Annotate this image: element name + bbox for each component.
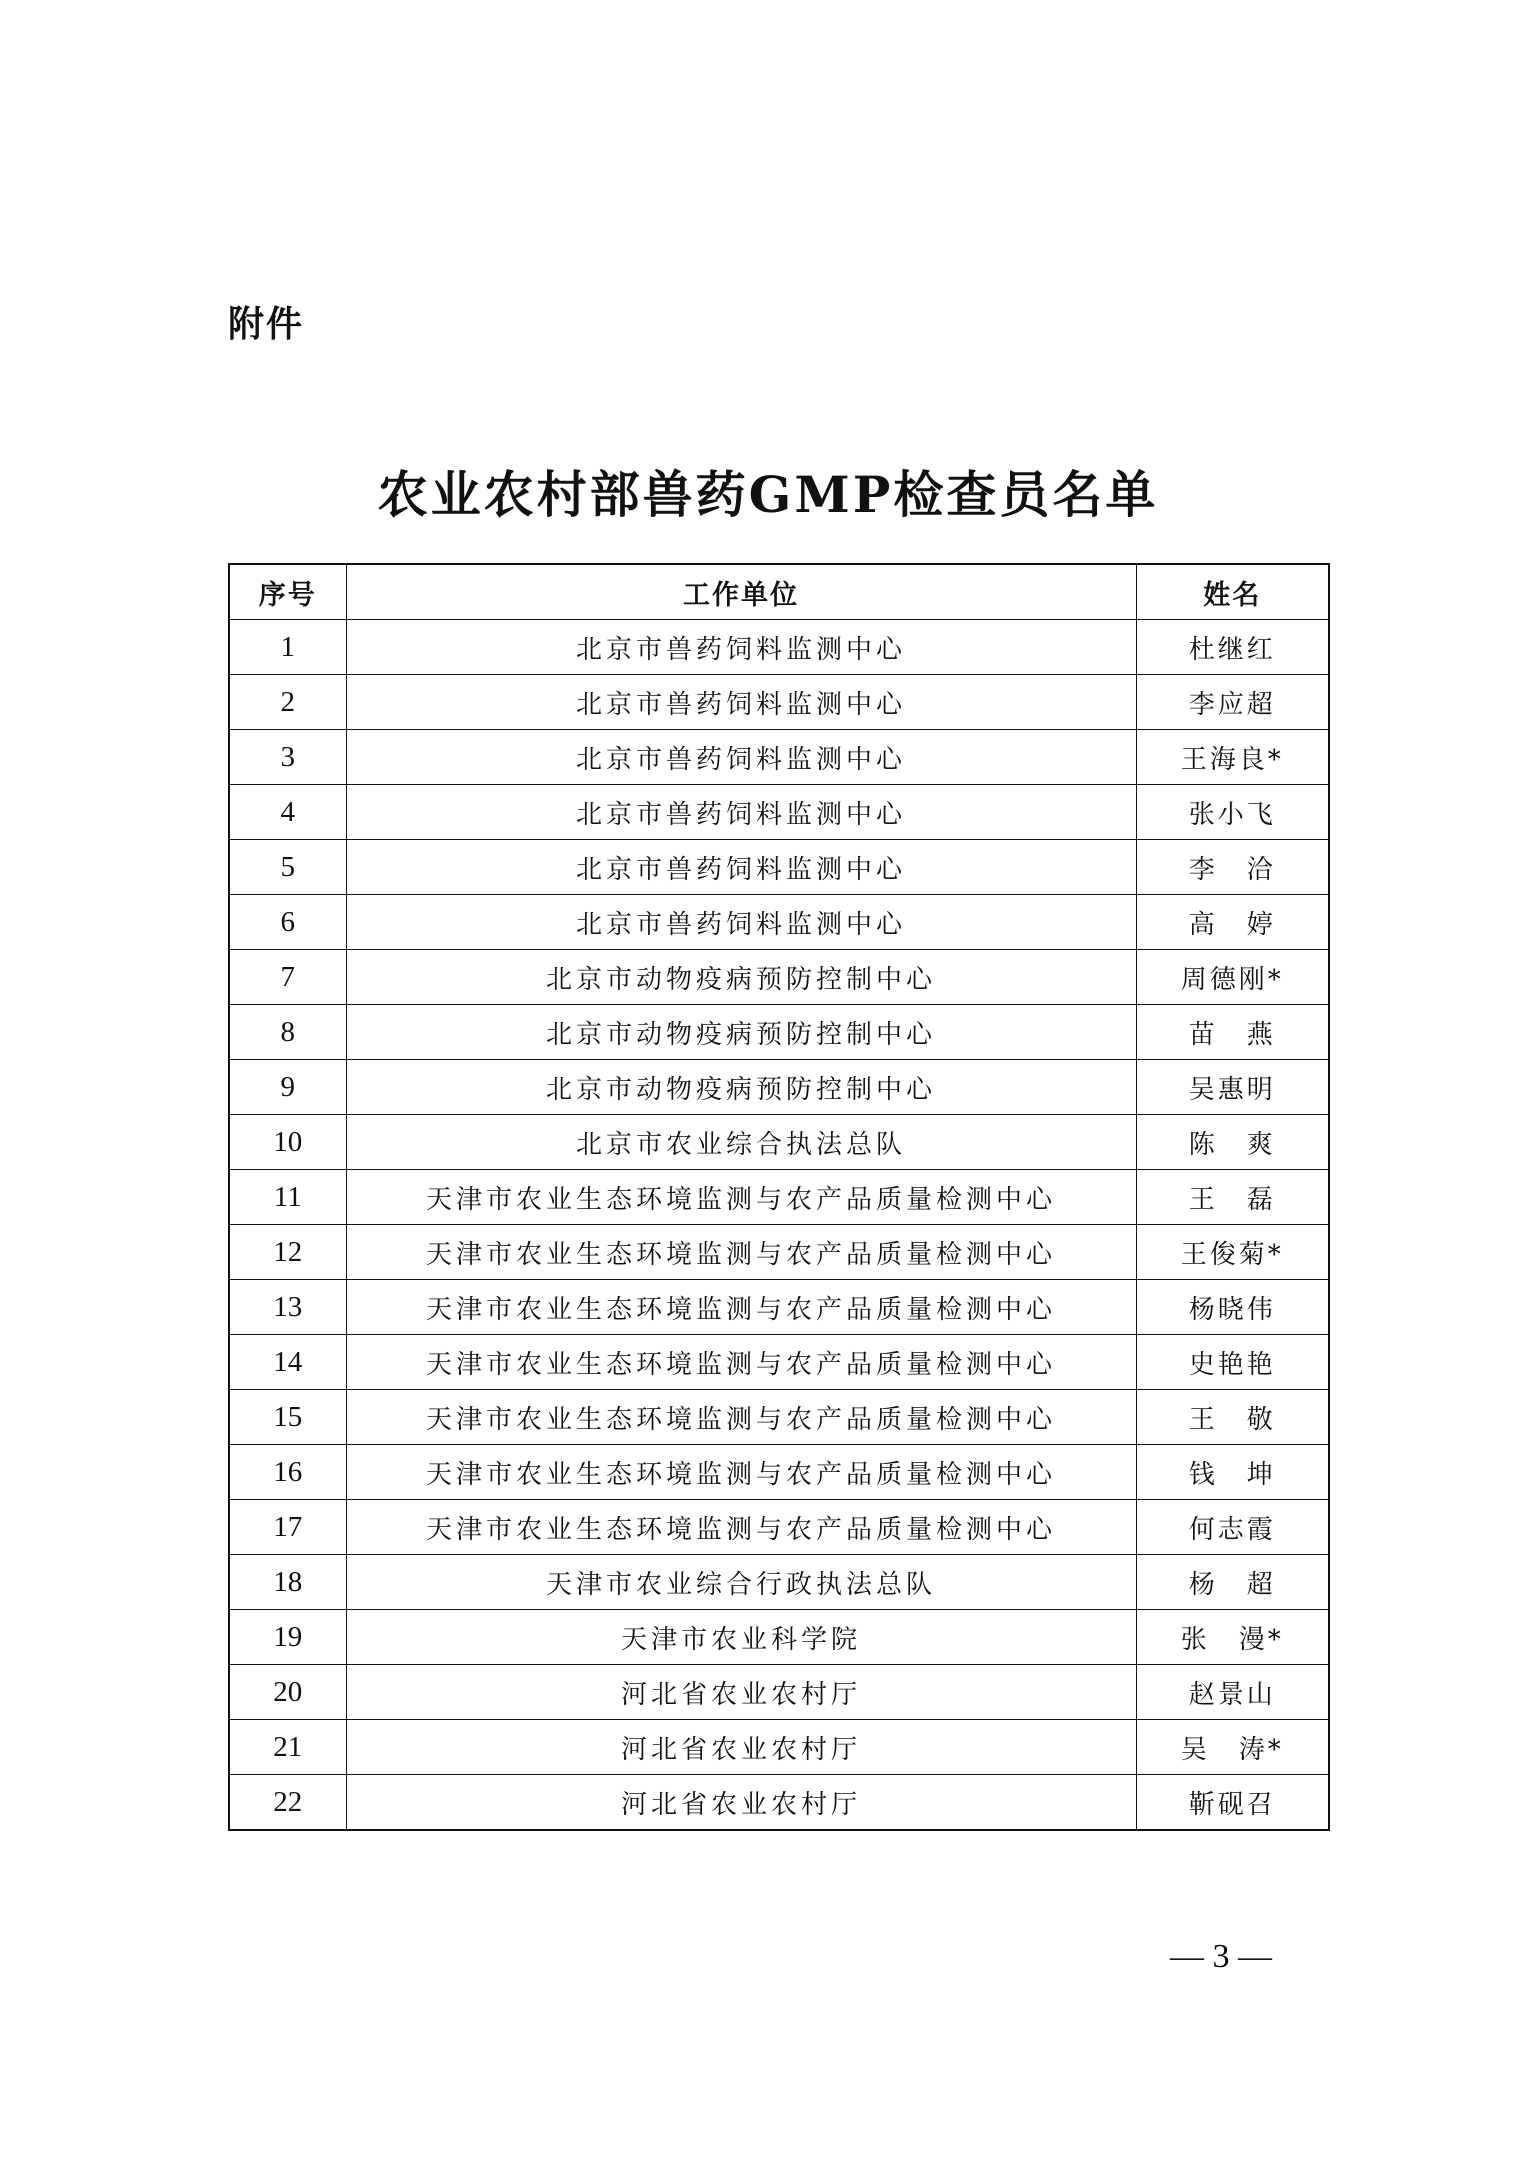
row-inspector-name: 张小飞 xyxy=(1136,785,1329,840)
row-inspector-name: 杨晓伟 xyxy=(1136,1280,1329,1335)
row-serial-number: 6 xyxy=(229,895,346,950)
row-inspector-name: 史艳艳 xyxy=(1136,1335,1329,1390)
row-serial-number: 3 xyxy=(229,730,346,785)
table-body xyxy=(229,620,1329,1831)
row-serial-number: 21 xyxy=(229,1720,346,1775)
attachment-label: 附件 xyxy=(228,304,305,345)
table-row xyxy=(229,1610,1329,1665)
row-work-unit: 天津市农业生态环境监测与农产品质量检测中心 xyxy=(346,1170,1136,1225)
row-inspector-name: 王俊菊* xyxy=(1136,1225,1329,1280)
document-title: 农业农村部兽药GMP检查员名单 xyxy=(377,465,1159,524)
row-inspector-name: 李 洽 xyxy=(1136,840,1329,895)
row-inspector-name: 周德刚* xyxy=(1136,950,1329,1005)
row-work-unit: 河北省农业农村厅 xyxy=(346,1775,1136,1831)
row-inspector-name: 高 婷 xyxy=(1136,895,1329,950)
row-inspector-name: 陈 爽 xyxy=(1136,1115,1329,1170)
table-row xyxy=(229,1665,1329,1720)
row-serial-number: 11 xyxy=(229,1170,346,1225)
row-serial-number: 4 xyxy=(229,785,346,840)
table-row xyxy=(229,1005,1329,1060)
table-row xyxy=(229,730,1329,785)
row-inspector-name: 靳砚召 xyxy=(1136,1775,1329,1831)
table-row xyxy=(229,1115,1329,1170)
table-row xyxy=(229,1775,1329,1831)
row-inspector-name: 杨 超 xyxy=(1136,1555,1329,1610)
row-work-unit: 河北省农业农村厅 xyxy=(346,1665,1136,1720)
table-row xyxy=(229,1060,1329,1115)
row-serial-number: 2 xyxy=(229,675,346,730)
table-row xyxy=(229,895,1329,950)
row-serial-number: 7 xyxy=(229,950,346,1005)
row-inspector-name: 何志霞 xyxy=(1136,1500,1329,1555)
row-serial-number: 1 xyxy=(229,620,346,675)
table-row xyxy=(229,1390,1329,1445)
table-row xyxy=(229,950,1329,1005)
row-inspector-name: 吴 涛* xyxy=(1136,1720,1329,1775)
row-work-unit: 天津市农业生态环境监测与农产品质量检测中心 xyxy=(346,1500,1136,1555)
row-serial-number: 12 xyxy=(229,1225,346,1280)
row-work-unit: 天津市农业生态环境监测与农产品质量检测中心 xyxy=(346,1225,1136,1280)
table-row xyxy=(229,1445,1329,1500)
table-row xyxy=(229,1555,1329,1610)
row-serial-number: 9 xyxy=(229,1060,346,1115)
row-work-unit: 天津市农业生态环境监测与农产品质量检测中心 xyxy=(346,1390,1136,1445)
row-work-unit: 北京市兽药饲料监测中心 xyxy=(346,785,1136,840)
inspector-roster-table xyxy=(228,563,1330,1831)
row-serial-number: 5 xyxy=(229,840,346,895)
table-row xyxy=(229,1335,1329,1390)
row-inspector-name: 苗 燕 xyxy=(1136,1005,1329,1060)
row-serial-number: 19 xyxy=(229,1610,346,1665)
row-work-unit: 北京市农业综合执法总队 xyxy=(346,1115,1136,1170)
table-row xyxy=(229,785,1329,840)
table-row xyxy=(229,840,1329,895)
header-serial-number: 序号 xyxy=(229,564,346,620)
row-work-unit: 北京市动物疫病预防控制中心 xyxy=(346,1005,1136,1060)
page-number: — 3 — xyxy=(1170,1938,1272,1975)
table-row xyxy=(229,620,1329,675)
row-inspector-name: 张 漫* xyxy=(1136,1610,1329,1665)
header-work-unit: 工作单位 xyxy=(346,564,1136,620)
table-row xyxy=(229,1720,1329,1775)
row-work-unit: 北京市兽药饲料监测中心 xyxy=(346,895,1136,950)
row-work-unit: 天津市农业生态环境监测与农产品质量检测中心 xyxy=(346,1280,1136,1335)
row-serial-number: 17 xyxy=(229,1500,346,1555)
table-header-row xyxy=(229,564,1329,620)
row-work-unit: 北京市兽药饲料监测中心 xyxy=(346,730,1136,785)
row-serial-number: 22 xyxy=(229,1775,346,1831)
row-inspector-name: 王 磊 xyxy=(1136,1170,1329,1225)
row-inspector-name: 钱 坤 xyxy=(1136,1445,1329,1500)
row-serial-number: 15 xyxy=(229,1390,346,1445)
row-work-unit: 天津市农业生态环境监测与农产品质量检测中心 xyxy=(346,1445,1136,1500)
row-serial-number: 18 xyxy=(229,1555,346,1610)
row-work-unit: 天津市农业生态环境监测与农产品质量检测中心 xyxy=(346,1335,1136,1390)
row-serial-number: 16 xyxy=(229,1445,346,1500)
row-inspector-name: 王海良* xyxy=(1136,730,1329,785)
row-serial-number: 13 xyxy=(229,1280,346,1335)
row-work-unit: 北京市兽药饲料监测中心 xyxy=(346,675,1136,730)
row-inspector-name: 杜继红 xyxy=(1136,620,1329,675)
row-work-unit: 天津市农业综合行政执法总队 xyxy=(346,1555,1136,1610)
row-serial-number: 20 xyxy=(229,1665,346,1720)
row-serial-number: 8 xyxy=(229,1005,346,1060)
table-row xyxy=(229,1225,1329,1280)
row-work-unit: 北京市兽药饲料监测中心 xyxy=(346,840,1136,895)
row-work-unit: 北京市动物疫病预防控制中心 xyxy=(346,1060,1136,1115)
table-row xyxy=(229,1500,1329,1555)
row-work-unit: 天津市农业科学院 xyxy=(346,1610,1136,1665)
row-inspector-name: 王 敬 xyxy=(1136,1390,1329,1445)
table-row xyxy=(229,675,1329,730)
row-work-unit: 北京市兽药饲料监测中心 xyxy=(346,620,1136,675)
row-inspector-name: 赵景山 xyxy=(1136,1665,1329,1720)
row-inspector-name: 吴惠明 xyxy=(1136,1060,1329,1115)
table-row xyxy=(229,1280,1329,1335)
row-inspector-name: 李应超 xyxy=(1136,675,1329,730)
table-row xyxy=(229,1170,1329,1225)
row-work-unit: 河北省农业农村厅 xyxy=(346,1720,1136,1775)
row-work-unit: 北京市动物疫病预防控制中心 xyxy=(346,950,1136,1005)
row-serial-number: 14 xyxy=(229,1335,346,1390)
header-name: 姓名 xyxy=(1136,564,1329,620)
row-serial-number: 10 xyxy=(229,1115,346,1170)
